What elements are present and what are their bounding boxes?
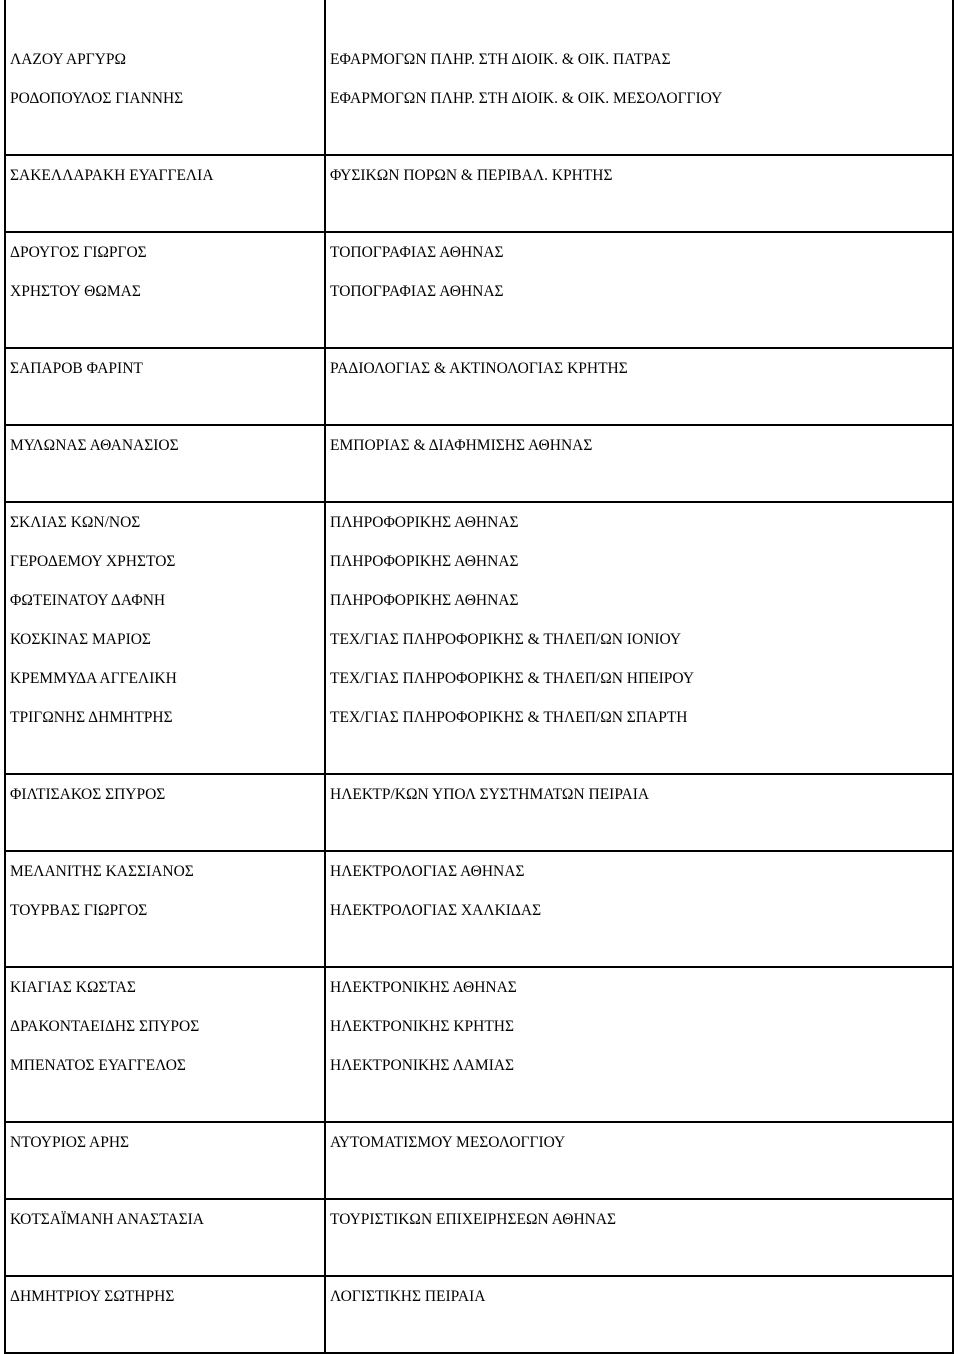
person-name-cell: ΚΟΣΚΙΝΑΣ ΜΑΡΙΟΣ [10, 631, 151, 648]
person-name-cell: ΣΚΛΙΑΣ ΚΩΝ/ΝΟΣ [10, 514, 141, 531]
department-cell: ΤΕΧ/ΓΙΑΣ ΠΛΗΡΟΦΟΡΙΚΗΣ & ΤΗΛΕΠ/ΩΝ ΣΠΑΡΤΗ [330, 709, 688, 726]
department-cell: ΗΛΕΚΤΡΟΛΟΓΙΑΣ ΧΑΛΚΙΔΑΣ [330, 902, 542, 919]
department-cell: ΕΦΑΡΜΟΓΩΝ ΠΛΗΡ. ΣΤΗ ΔΙΟΙΚ. & ΟΙΚ. ΠΑΤΡΑΣ [330, 51, 671, 68]
person-name-cell: ΣΑΚΕΛΛΑΡΑΚΗ ΕΥΑΓΓΕΛΙΑ [10, 167, 214, 184]
table-row [6, 620, 952, 659]
person-name-cell: ΓΕΡΟΔΕΜΟΥ ΧΡΗΣΤΟΣ [10, 553, 176, 570]
department-cell: ΑΥΤΟΜΑΤΙΣΜΟΥ ΜΕΣΟΛΟΓΓΙΟΥ [330, 1134, 566, 1151]
department-cell: ΤΕΧ/ΓΙΑΣ ΠΛΗΡΟΦΟΡΙΚΗΣ & ΤΗΛΕΠ/ΩΝ ΗΠΕΙΡΟΥ [330, 670, 695, 687]
person-name-cell: ΚΙΑΓΙΑΣ ΚΩΣΤΑΣ [10, 979, 136, 996]
department-cell: ΦΥΣΙΚΩΝ ΠΟΡΩΝ & ΠΕΡΙΒΑΛ. ΚΡΗΤΗΣ [330, 167, 613, 184]
person-name-cell: ΡΟΔΟΠΟΥΛΟΣ ΓΙΑΝΝΗΣ [10, 90, 184, 107]
table-group [4, 852, 954, 968]
table-row [6, 1277, 952, 1316]
table-row [6, 542, 952, 581]
person-name-cell: ΔΗΜΗΤΡΙΟΥ ΣΩΤΗΡΗΣ [10, 1288, 175, 1305]
table-row [6, 503, 952, 542]
person-name-cell: ΤΟΥΡΒΑΣ ΓΙΩΡΓΟΣ [10, 902, 148, 919]
department-cell: ΗΛΕΚΤΡΟΛΟΓΙΑΣ ΑΘΗΝΑΣ [330, 863, 525, 880]
person-name-cell: ΔΡΑΚΟΝΤΑΕΙΔΗΣ ΣΠΥΡΟΣ [10, 1018, 200, 1035]
assignment-table [4, 0, 958, 1324]
person-name-cell: ΤΡΙΓΩΝΗΣ ΔΗΜΗΤΡΗΣ [10, 709, 173, 726]
table-row [6, 79, 952, 118]
table-row [6, 581, 952, 620]
table-row [6, 1007, 952, 1046]
table-group [4, 0, 954, 156]
table-group [4, 1277, 954, 1354]
person-name-cell: ΝΤΟΥΡΙΟΣ ΑΡΗΣ [10, 1134, 130, 1151]
department-cell: ΗΛΕΚΤΡ/ΚΩΝ ΥΠΟΛ ΣΥΣΤΗΜΑΤΩΝ ΠΕΙΡΑΙΑ [330, 786, 650, 803]
table-group [4, 426, 954, 503]
department-cell: ΤΟΥΡΙΣΤΙΚΩΝ ΕΠΙΧΕΙΡΗΣΕΩΝ ΑΘΗΝΑΣ [330, 1211, 617, 1228]
table-row [6, 1123, 952, 1162]
department-cell: ΛΟΓΙΣΤΙΚΗΣ ΠΕΙΡΑΙΑ [330, 1288, 486, 1305]
table-row [6, 775, 952, 814]
table-row [6, 852, 952, 891]
table-row [6, 659, 952, 698]
person-name-cell: ΜΥΛΩΝΑΣ ΑΘΑΝΑΣΙΟΣ [10, 437, 179, 454]
table-row [6, 1046, 952, 1085]
table-row [6, 349, 952, 388]
person-name-cell: ΦΙΛΤΙΣΑΚΟΣ ΣΠΥΡΟΣ [10, 786, 166, 803]
table-group [4, 156, 954, 233]
department-cell: ΠΛΗΡΟΦΟΡΙΚΗΣ ΑΘΗΝΑΣ [330, 592, 519, 609]
person-name-cell: ΚΡΕΜΜΥΔΑ ΑΓΓΕΛΙΚΗ [10, 670, 177, 687]
person-name-cell: ΜΕΛΑΝΙΤΗΣ ΚΑΣΣΙΑΝΟΣ [10, 863, 194, 880]
table-row [6, 40, 952, 79]
table-group [4, 1200, 954, 1277]
table-row [6, 156, 952, 195]
department-cell: ΡΑΔΙΟΛΟΓΙΑΣ & ΑΚΤΙΝΟΛΟΓΙΑΣ ΚΡΗΤΗΣ [330, 360, 628, 377]
person-name-cell: ΚΟΤΣΑΪΜΑΝΗ ΑΝΑΣΤΑΣΙΑ [10, 1211, 204, 1228]
department-cell: ΕΜΠΟΡΙΑΣ & ΔΙΑΦΗΜΙΣΗΣ ΑΘΗΝΑΣ [330, 437, 593, 454]
table-group [4, 775, 954, 852]
person-name-cell: ΣΑΠΑΡΟΒ ΦΑΡΙΝΤ [10, 360, 143, 377]
table-group [4, 503, 954, 775]
table-row [6, 272, 952, 311]
department-cell: ΗΛΕΚΤΡΟΝΙΚΗΣ ΑΘΗΝΑΣ [330, 979, 517, 996]
table-group [4, 1123, 954, 1200]
department-cell: ΤΟΠΟΓΡΑΦΙΑΣ ΑΘΗΝΑΣ [330, 244, 504, 261]
person-name-cell: ΦΩΤΕΙΝΑΤΟΥ ΔΑΦΝΗ [10, 592, 166, 609]
person-name-cell: ΛΑΖΟΥ ΑΡΓΥΡΩ [10, 51, 127, 68]
table-row [6, 891, 952, 930]
department-cell: ΤΕΧ/ΓΙΑΣ ΠΛΗΡΟΦΟΡΙΚΗΣ & ΤΗΛΕΠ/ΩΝ ΙΟΝΙΟΥ [330, 631, 682, 648]
department-cell: ΕΦΑΡΜΟΓΩΝ ΠΛΗΡ. ΣΤΗ ΔΙΟΙΚ. & ΟΙΚ. ΜΕΣΟΛΟΓΓΙΟΥ [330, 90, 723, 107]
department-cell: ΠΛΗΡΟΦΟΡΙΚΗΣ ΑΘΗΝΑΣ [330, 553, 519, 570]
person-name-cell: ΧΡΗΣΤΟΥ ΘΩΜΑΣ [10, 283, 141, 300]
person-name-cell: ΔΡΟΥΓΟΣ ΓΙΩΡΓΟΣ [10, 244, 147, 261]
department-cell: ΤΟΠΟΓΡΑΦΙΑΣ ΑΘΗΝΑΣ [330, 283, 504, 300]
person-name-cell: ΜΠΕΝΑΤΟΣ ΕΥΑΓΓΕΛΟΣ [10, 1057, 186, 1074]
table-group [4, 233, 954, 349]
table-row [6, 698, 952, 737]
table-group [4, 968, 954, 1123]
department-cell: ΗΛΕΚΤΡΟΝΙΚΗΣ ΚΡΗΤΗΣ [330, 1018, 515, 1035]
table-row [6, 233, 952, 272]
department-cell: ΗΛΕΚΤΡΟΝΙΚΗΣ ΛΑΜΙΑΣ [330, 1057, 515, 1074]
table-row [6, 1200, 952, 1239]
department-cell: ΠΛΗΡΟΦΟΡΙΚΗΣ ΑΘΗΝΑΣ [330, 514, 519, 531]
table-group [4, 349, 954, 426]
table-row [6, 968, 952, 1007]
table-row [6, 426, 952, 465]
